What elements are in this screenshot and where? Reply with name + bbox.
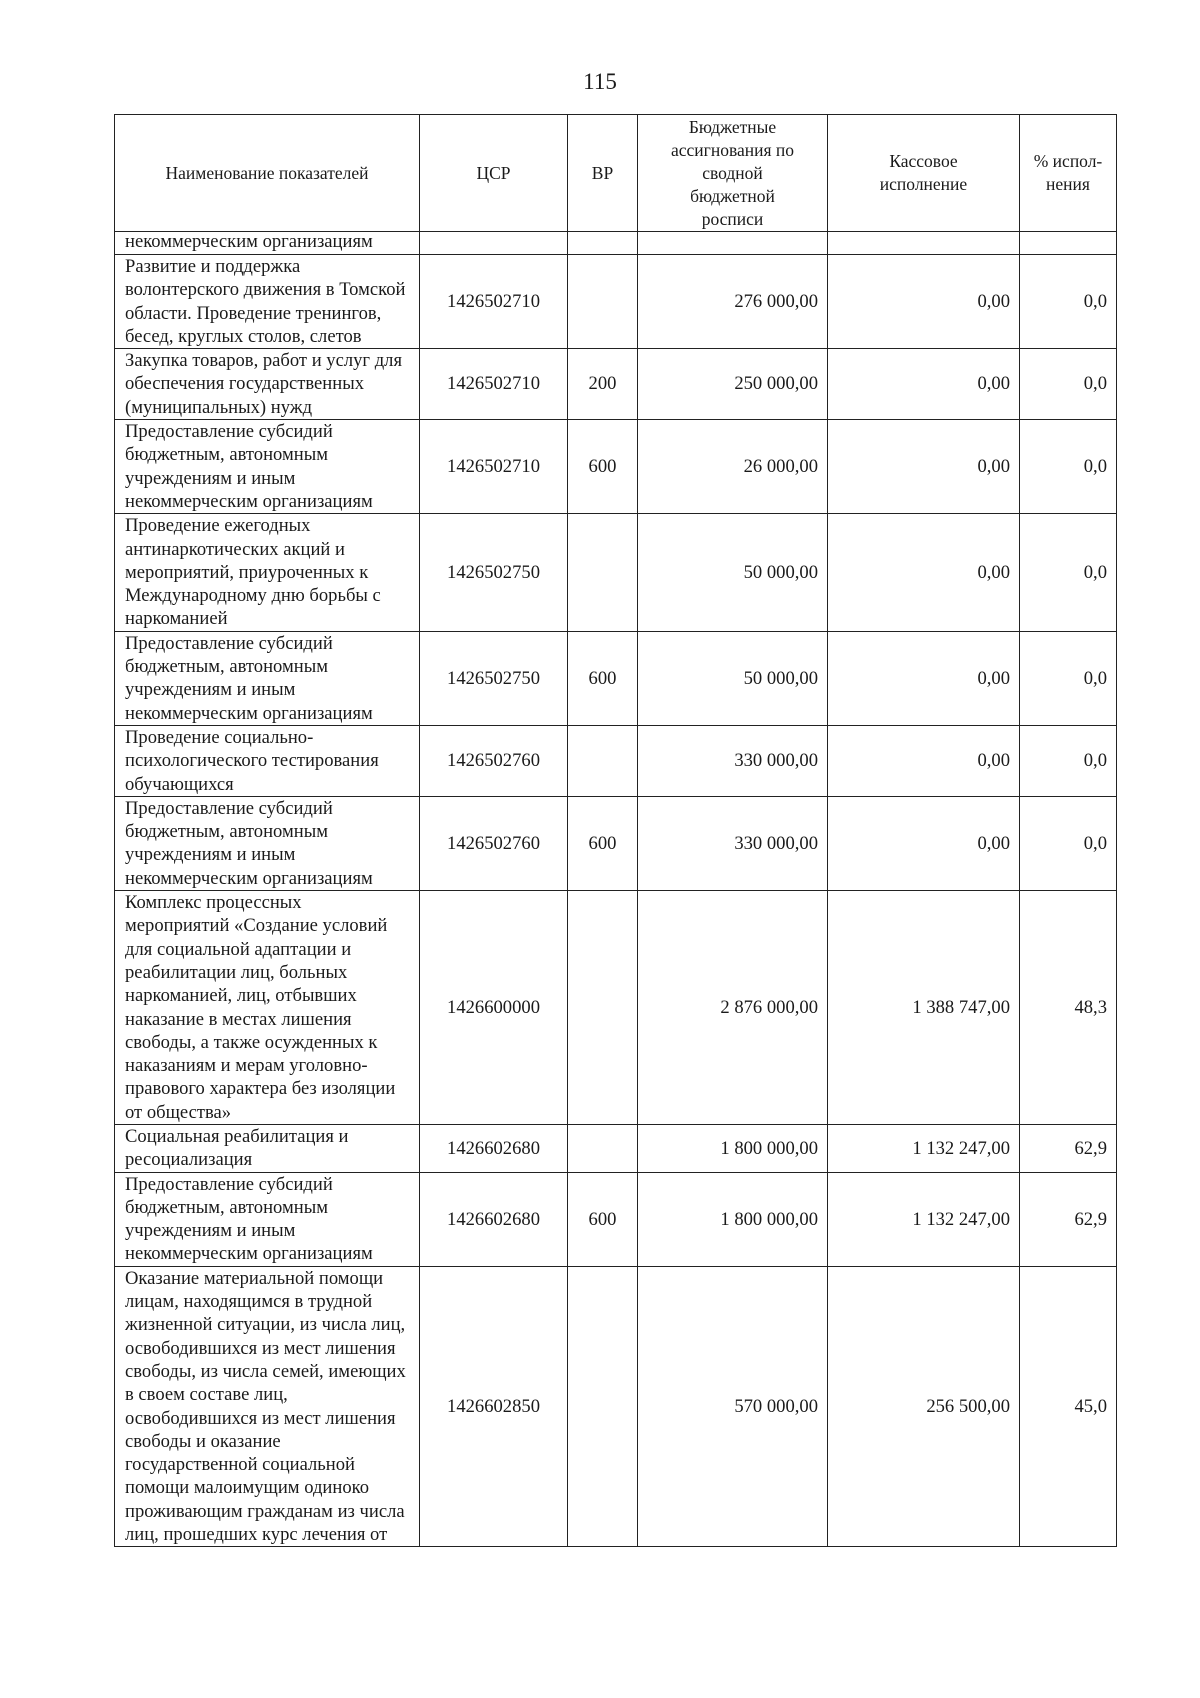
row-percent: 0,0 <box>1020 420 1117 514</box>
row-csr: 1426502750 <box>420 514 568 631</box>
page-number: 115 <box>583 69 617 94</box>
header-cash: Кассовое исполнение <box>828 115 1020 232</box>
row-csr: 1426602850 <box>420 1266 568 1547</box>
row-cash: 0,00 <box>828 631 1020 725</box>
header-csr: ЦСР <box>420 115 568 232</box>
row-percent: 0,0 <box>1020 725 1117 796</box>
row-csr <box>420 232 568 255</box>
row-cash: 0,00 <box>828 514 1020 631</box>
table-row <box>115 725 1117 796</box>
row-cash <box>828 232 1020 255</box>
row-budget: 250 000,00 <box>638 349 828 420</box>
row-budget: 330 000,00 <box>638 796 828 890</box>
row-budget: 26 000,00 <box>638 420 828 514</box>
row-vr: 600 <box>568 631 638 725</box>
row-cash: 1 132 247,00 <box>828 1124 1020 1172</box>
row-name: некоммерческим организациям <box>115 232 420 255</box>
row-vr <box>568 725 638 796</box>
row-cash: 1 388 747,00 <box>828 891 1020 1125</box>
row-cash: 0,00 <box>828 420 1020 514</box>
budget-execution-table <box>114 114 1117 1547</box>
row-vr <box>568 1124 638 1172</box>
row-csr: 1426502710 <box>420 255 568 349</box>
row-budget: 50 000,00 <box>638 514 828 631</box>
row-csr: 1426602680 <box>420 1172 568 1266</box>
row-budget: 276 000,00 <box>638 255 828 349</box>
row-cash: 0,00 <box>828 255 1020 349</box>
row-name: Предоставление субсидий бюджетным, автономным учреждениям и иным некоммерческим организациям <box>115 420 420 514</box>
row-csr: 1426600000 <box>420 891 568 1125</box>
row-budget: 330 000,00 <box>638 725 828 796</box>
table-row <box>115 1266 1117 1547</box>
row-name: Предоставление субсидий бюджетным, автономным учреждениям и иным некоммерческим организациям <box>115 796 420 890</box>
table-header-row <box>115 115 1117 232</box>
row-name: Проведение социально-психологического тестирования обучающихся <box>115 725 420 796</box>
row-name: Предоставление субсидий бюджетным, автономным учреждениям и иным некоммерческим организациям <box>115 1172 420 1266</box>
header-budget: Бюджетные ассигнования по сводной бюджетной росписи <box>638 115 828 232</box>
row-percent: 0,0 <box>1020 796 1117 890</box>
row-budget <box>638 232 828 255</box>
row-budget: 50 000,00 <box>638 631 828 725</box>
row-name: Развитие и поддержка волонтерского движения в Томской области. Проведение тренингов, бесед, круглых столов, слетов <box>115 255 420 349</box>
row-vr <box>568 1266 638 1547</box>
row-percent: 0,0 <box>1020 349 1117 420</box>
row-vr: 600 <box>568 420 638 514</box>
row-vr: 600 <box>568 796 638 890</box>
row-vr: 200 <box>568 349 638 420</box>
row-vr <box>568 232 638 255</box>
row-percent: 0,0 <box>1020 631 1117 725</box>
row-vr <box>568 514 638 631</box>
row-budget: 1 800 000,00 <box>638 1124 828 1172</box>
table-row <box>115 232 1117 255</box>
row-percent: 45,0 <box>1020 1266 1117 1547</box>
row-vr: 600 <box>568 1172 638 1266</box>
row-budget: 1 800 000,00 <box>638 1172 828 1266</box>
row-cash: 0,00 <box>828 796 1020 890</box>
row-csr: 1426502710 <box>420 349 568 420</box>
table-row <box>115 631 1117 725</box>
row-percent: 0,0 <box>1020 514 1117 631</box>
table-row <box>115 891 1117 1125</box>
row-percent: 62,9 <box>1020 1172 1117 1266</box>
row-vr <box>568 891 638 1125</box>
row-name: Проведение ежегодных антинаркотических акций и мероприятий, приуроченных к Международному дню борьбы с наркоманией <box>115 514 420 631</box>
row-percent: 62,9 <box>1020 1124 1117 1172</box>
row-name: Социальная реабилитация и ресоциализация <box>115 1124 420 1172</box>
row-cash: 0,00 <box>828 725 1020 796</box>
table-row <box>115 1172 1117 1266</box>
table-row <box>115 349 1117 420</box>
row-percent: 48,3 <box>1020 891 1117 1125</box>
row-name: Предоставление субсидий бюджетным, автономным учреждениям и иным некоммерческим организациям <box>115 631 420 725</box>
row-budget: 570 000,00 <box>638 1266 828 1547</box>
table-row <box>115 420 1117 514</box>
table-row <box>115 1124 1117 1172</box>
table-row <box>115 255 1117 349</box>
row-csr: 1426602680 <box>420 1124 568 1172</box>
row-budget: 2 876 000,00 <box>638 891 828 1125</box>
row-csr: 1426502760 <box>420 725 568 796</box>
header-name: Наименование показателей <box>115 115 420 232</box>
row-cash: 256 500,00 <box>828 1266 1020 1547</box>
row-name: Оказание материальной помощи лицам, находящимся в трудной жизненной ситуации, из числа лиц, освободившихся из мест лишения свободы, из числа семей, имеющих в своем составе лиц, освободившихся из мест лишения свободы и оказание государственной социальной помощи малоимущим одиноко проживающим гражданам из числа лиц, прошедших курс лечения от <box>115 1266 420 1547</box>
row-name: Закупка товаров, работ и услуг для обеспечения государственных (муниципальных) нужд <box>115 349 420 420</box>
row-cash: 0,00 <box>828 349 1020 420</box>
row-percent: 0,0 <box>1020 255 1117 349</box>
table-row <box>115 796 1117 890</box>
row-name: Комплекс процессных мероприятий «Создание условий для социальной адаптации и реабилитации лиц, больных наркоманией, лиц, отбывших наказание в местах лишения свободы, а также осужденных к наказаниям и мерам уголовно-правового характера без изоляции от общества» <box>115 891 420 1125</box>
row-percent <box>1020 232 1117 255</box>
row-vr <box>568 255 638 349</box>
table-row <box>115 514 1117 631</box>
row-csr: 1426502750 <box>420 631 568 725</box>
row-cash: 1 132 247,00 <box>828 1172 1020 1266</box>
row-csr: 1426502710 <box>420 420 568 514</box>
row-csr: 1426502760 <box>420 796 568 890</box>
header-percent: % испол-нения <box>1020 115 1117 232</box>
header-vr: ВР <box>568 115 638 232</box>
